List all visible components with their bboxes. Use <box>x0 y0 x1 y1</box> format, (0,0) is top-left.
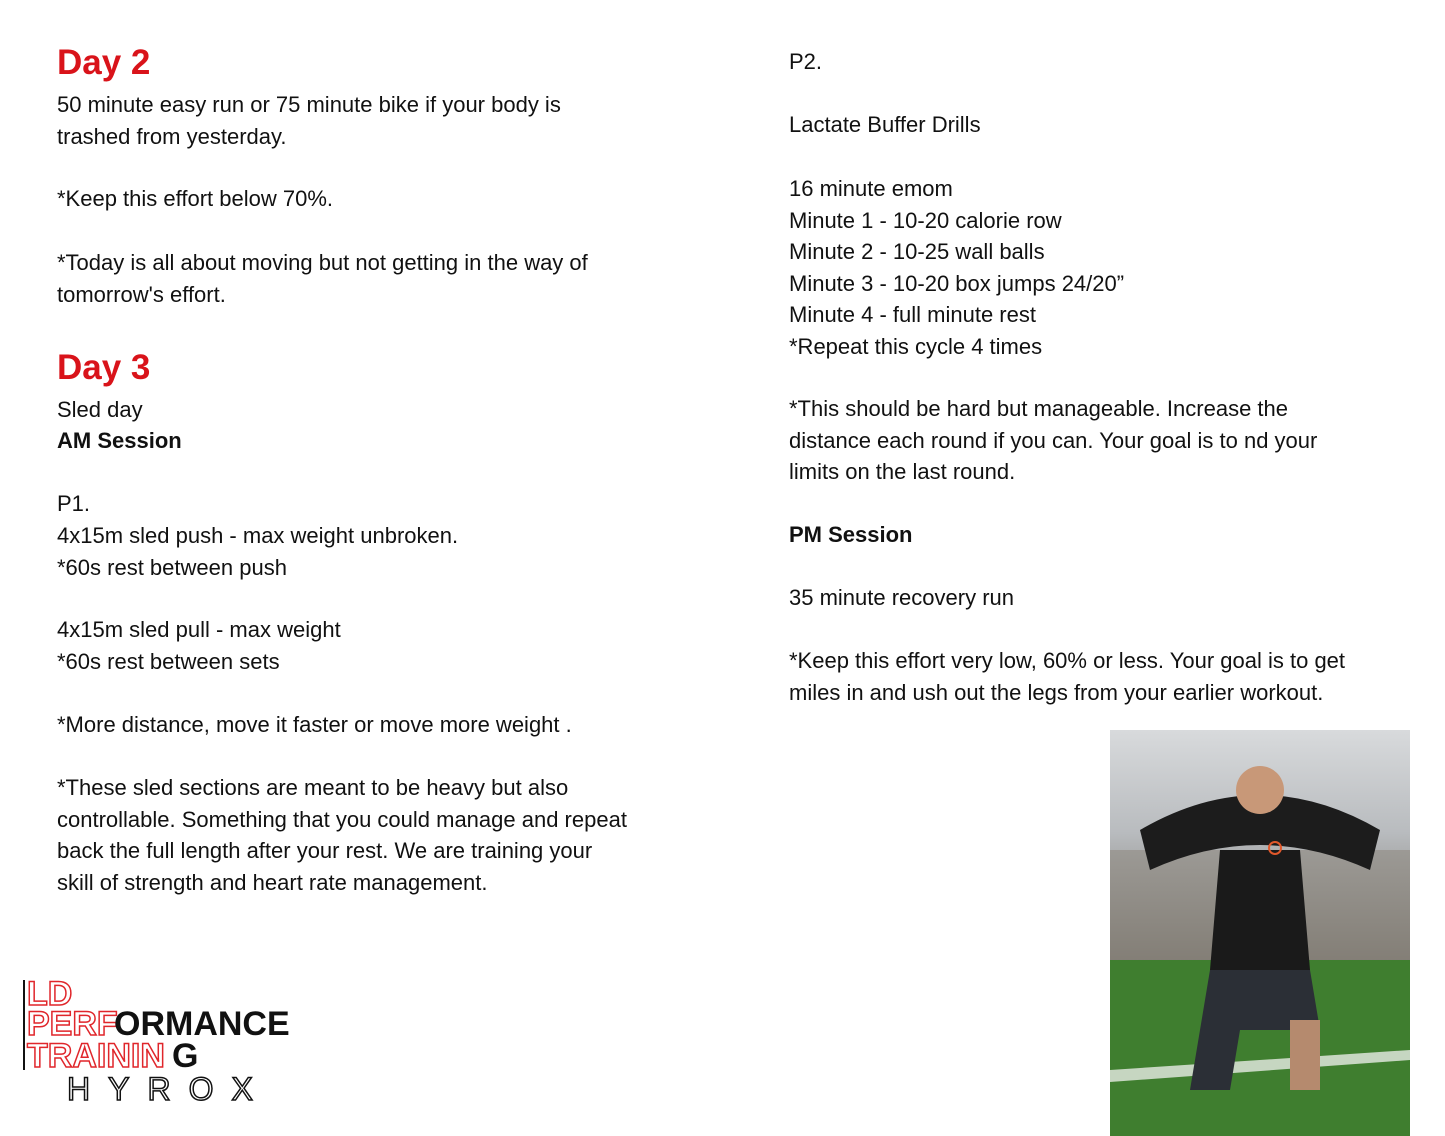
pm-note: *Keep this effort very low, 60% or less. Your goal is to get miles in and ush out the legs from your earlier workout. <box>789 648 1346 705</box>
sled-push-line: 4x15m sled push - max weight unbroken. <box>57 523 459 548</box>
p2-note: *This should be hard but manageable. Increase the distance each round if you can. Your goal is to nd your limits on the last round. <box>789 396 1318 484</box>
day3-heading: Day 3 <box>57 348 151 387</box>
day2-effort-note: *Keep this effort below 70%. <box>57 186 333 211</box>
svg-text:ORMANCE: ORMANCE <box>114 1005 290 1043</box>
day2-moving-note: *Today is all about moving but not getting in the way of tomorrow's effort. <box>57 250 588 307</box>
pm-session-label: PM Session <box>789 522 913 547</box>
sled-pull-rest: *60s rest between sets <box>57 649 280 674</box>
p1-label: P1. <box>57 491 91 516</box>
svg-text:G: G <box>172 1037 199 1075</box>
day3-subtitle: Sled day <box>57 397 143 422</box>
svg-text:TRAININ: TRAININ <box>27 1037 165 1075</box>
day2-heading: Day 2 <box>57 43 151 82</box>
ld-performance-training-hyrox-logo <box>22 975 322 1110</box>
day2-description: 50 minute easy run or 75 minute bike if your body is trashed from yesterday. <box>57 92 561 149</box>
svg-text:HYROX: HYROX <box>67 1071 271 1107</box>
svg-text:LD: LD <box>27 975 73 1013</box>
lactate-title: Lactate Buffer Drills <box>789 112 981 137</box>
emom-list: 16 minute emom Minute 1 - 10-20 calorie row Minute 2 - 10-25 wall balls Minute 3 - 10-20 box jumps 24/20” Minute 4 - full minute rest *Repeat this cycle 4 times <box>789 176 1125 359</box>
am-session-label: AM Session <box>57 428 182 453</box>
pm-run: 35 minute recovery run <box>789 585 1014 610</box>
sled-sections-note: *These sled sections are meant to be heavy but also controllable. Something that you could manage and repeat back the full length after your rest. We are training your skill of strength and heart rate management. <box>57 775 627 895</box>
p2-label: P2. <box>789 49 823 74</box>
sled-push-rest: *60s rest between push <box>57 555 287 580</box>
sled-pull-line: 4x15m sled pull - max weight <box>57 617 341 642</box>
progression-note: *More distance, move it faster or move more weight . <box>57 712 572 737</box>
svg-text:PERF: PERF <box>27 1005 118 1043</box>
athlete-sandbag-photo <box>1110 730 1410 1136</box>
